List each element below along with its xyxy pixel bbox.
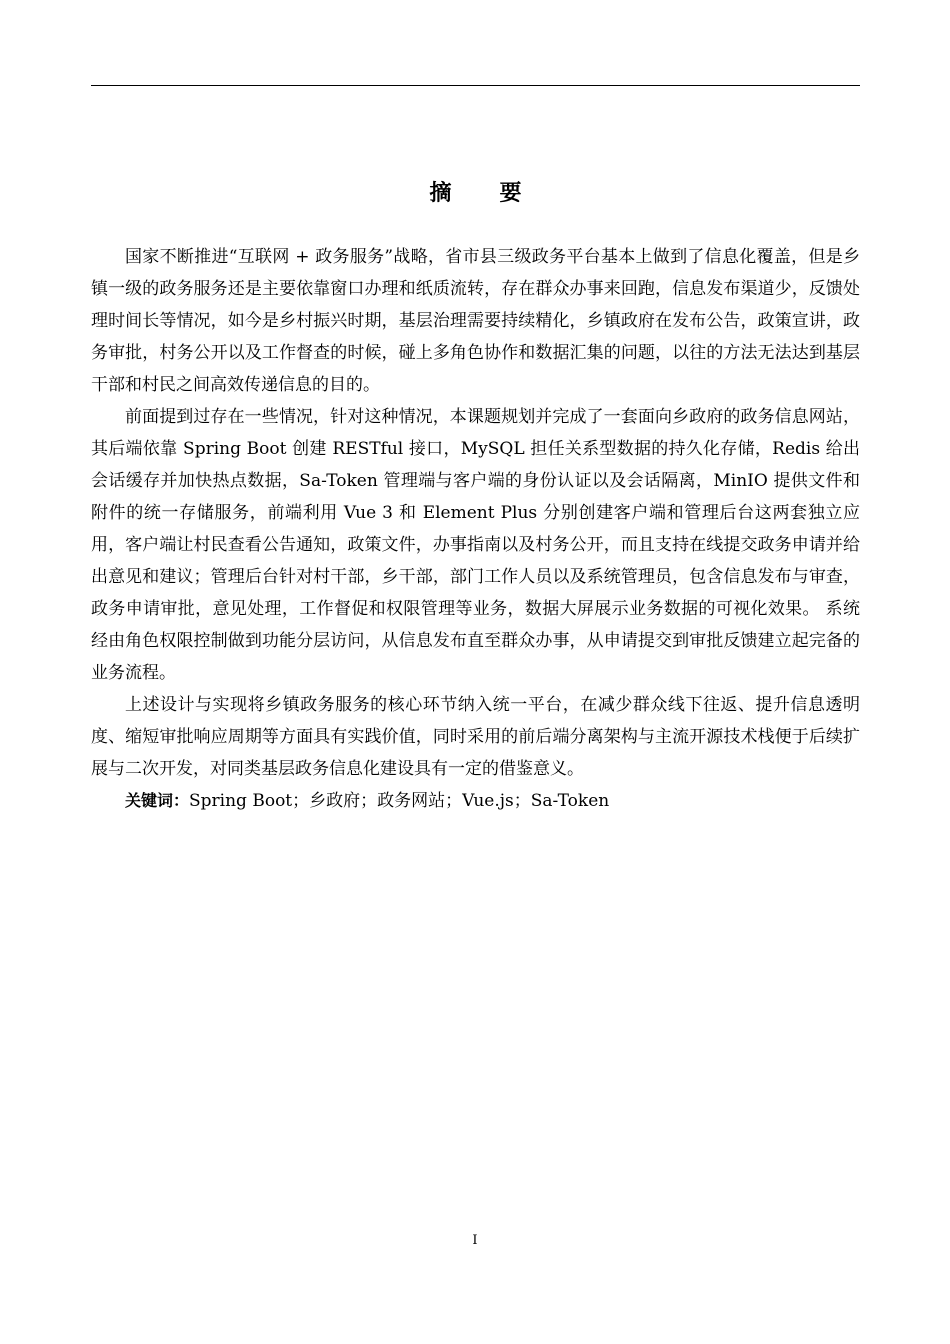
abstract-paragraph-1: 国家不断推进“互联网 + 政务服务”战略，省市县三级政务平台基本上做到了信息化覆盖，但是乡镇一级的政务服务还是主要依靠窗口办理和纸质流转，存在群众办事来回跑，信息发布渠道少，反馈处理时间长等情况，如今是乡村振兴时期，基层治理需要持续精化，乡镇政府在发布公告，政策宣讲，政务审批，村务公开以及工作督查的时候，碰上多角色协作和数据汇集的问题，以往的方法无法达到基层干部和村民之间高效传递信息的目的。 [91,247,860,395]
abstract-paragraph-3: 上述设计与实现将乡镇政务服务的核心环节纳入统一平台，在减少群众线下往返、提升信息透明度、缩短审批响应周期等方面具有实践价值，同时采用的前后端分离架构与主流开源技术栈便于后续扩展与二次开发，对同类基层政务信息化建设具有一定的借鉴意义。 [91,695,860,779]
abstract-title: 摘要 [429,181,570,206]
keywords-label: 关键词： [125,791,190,810]
abstract-body [91,241,860,817]
keywords-text: Spring Boot；乡政府；政务网站；Vue.js；Sa-Token [189,791,610,811]
page-number: I [472,1233,478,1248]
abstract-paragraph-2: 前面提到过存在一些情况，针对这种情况，本课题规划并完成了一套面向乡政府的政务信息网站，其后端依靠 Spring Boot 创建 RESTful 接口，MySQL 担任关系型数据的持久化存储，Redis 给出会话缓存并加快热点数据，Sa-Token 管理端与客户端的身份认证以及会话隔离，MinIO 提供文件和附件的统一存储服务，前端利用 Vue 3 和 Element Plus 分别创建客户端和管理后台这两套独立应用，客户端让村民查看公告通知，政策文件，办事指南以及村务公开，而且支持在线提交政务申请并给出意见和建议；管理后台针对村干部，乡干部，部门工作人员以及系统管理员，包含信息发布与审查，政务申请审批，意见处理，工作督促和权限管理等业务，数据大屏展示业务数据的可视化效果。 系统经由角色权限控制做到功能分层访问，从信息发布直至群众办事，从申请提交到审批反馈建立起完备的业务流程。 [91,407,860,683]
keywords-line [91,785,860,817]
header-rule [91,85,860,86]
